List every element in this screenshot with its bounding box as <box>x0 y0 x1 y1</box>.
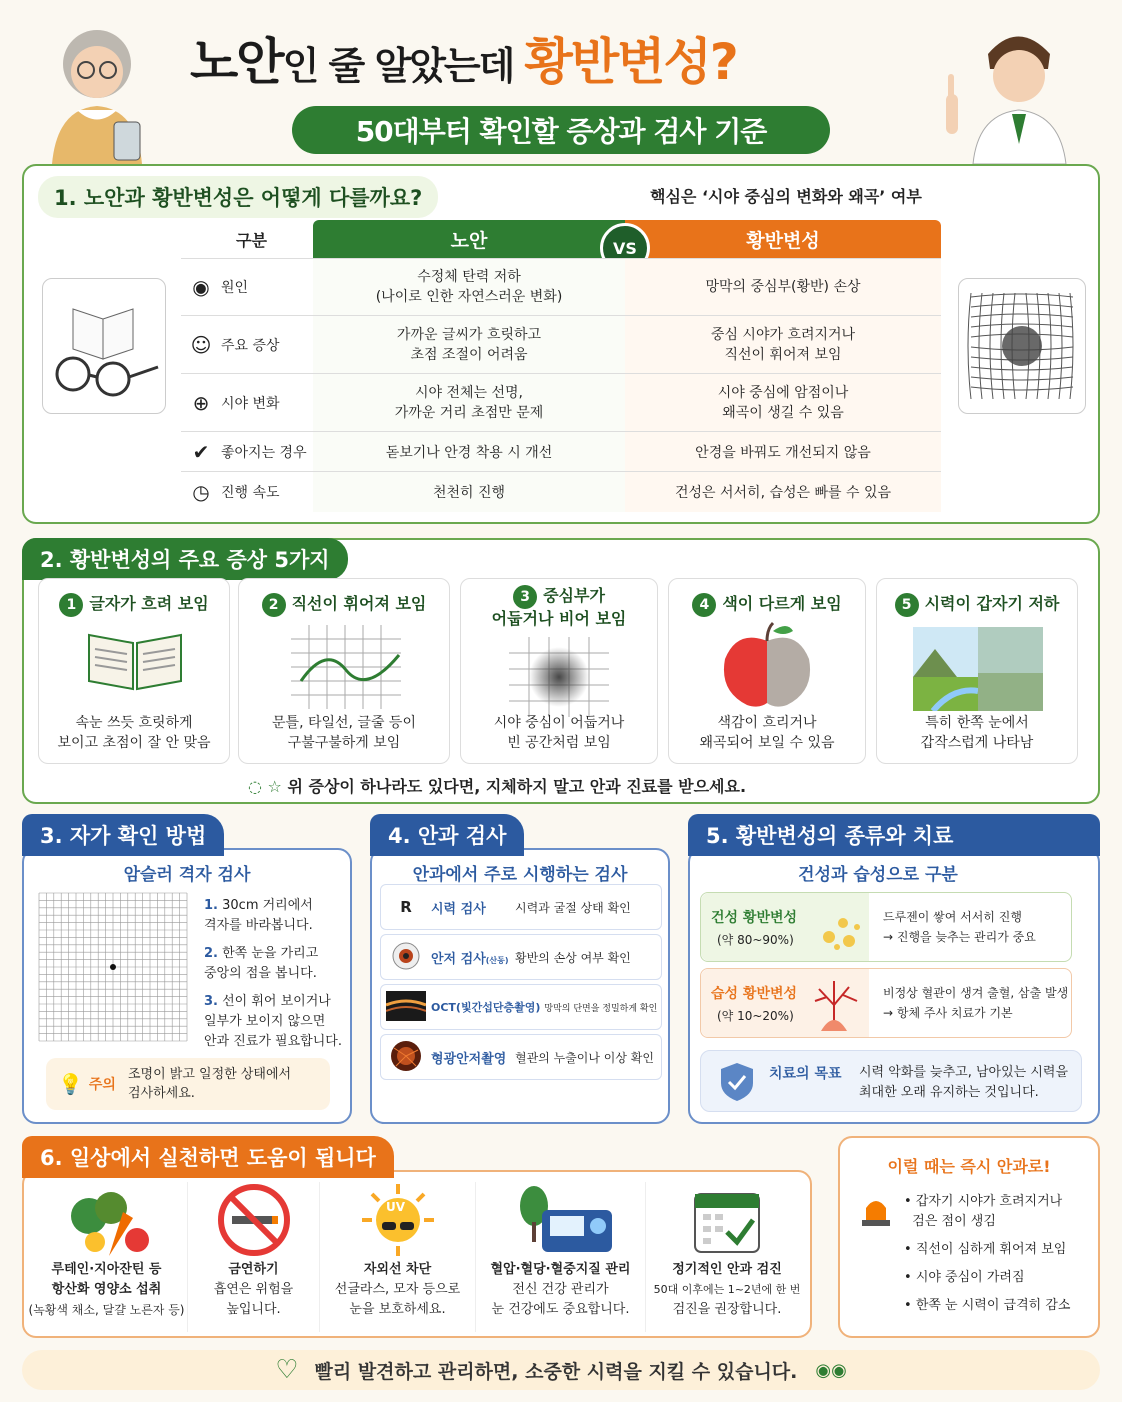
card-desc: 시야 중심이 어둡거나 <box>493 715 625 731</box>
col-presbyopia-header: 노안 <box>313 220 625 258</box>
siren-icon <box>860 1192 892 1230</box>
caution-text: 검사하세요. <box>127 1086 195 1101</box>
symptom-card <box>238 578 450 764</box>
habit-desc: 눈 건강에도 중요합니다. <box>491 1302 630 1317</box>
dry-amd-desc: 드루젠이 쌓여 서서히 진행 <box>883 910 1022 924</box>
vs-badge: VS <box>600 223 650 273</box>
drop-icon: ◌ <box>248 777 262 796</box>
uv-label: UV <box>386 1200 406 1214</box>
comparison-table <box>181 258 941 512</box>
section-3-title: 3. 자가 확인 방법 <box>22 814 224 856</box>
section-6-title: 6. 일상에서 실천하면 도움이 됩니다 <box>22 1136 394 1178</box>
urgent-item: 시야 중심이 가려짐 <box>915 1270 1025 1285</box>
goal-text: 시력 악화를 늦추고, 남아있는 시력을 <box>859 1065 1069 1080</box>
habit-title: 루테인·지아잔틴 등 <box>51 1262 162 1277</box>
habit-title: 금연하기 <box>228 1262 279 1277</box>
exam-desc: 시력과 굴절 상태 확인 <box>515 900 631 915</box>
urgent-item: 직선이 심하게 휘어져 보임 <box>915 1242 1067 1257</box>
comparison-row <box>181 258 941 316</box>
row-label: 시야 변화 <box>221 395 280 412</box>
card-title: 시력이 갑자기 저하 <box>924 594 1060 613</box>
exam-row <box>380 884 662 930</box>
habit-title: 자외선 차단 <box>363 1262 432 1277</box>
open-book-icon <box>85 627 185 697</box>
fundus-photo-icon <box>381 1040 431 1075</box>
dark-spot-grid-icon <box>509 637 609 721</box>
habit-desc: 검진을 권장합니다. <box>672 1302 782 1317</box>
exam-desc: 망막의 단면을 정밀하게 확인 <box>544 1003 658 1014</box>
shield-check-icon <box>719 1061 755 1107</box>
amsler-grid <box>38 892 188 1046</box>
habit-desc: (녹황색 채소, 달걀 노른자 등) <box>28 1303 185 1317</box>
cell-text: 수정체 탄력 저하 <box>417 269 521 285</box>
card-desc: 색감이 흐리거나 <box>717 715 817 731</box>
cell-text: 가까운 글씨가 흐릿하고 <box>396 326 542 343</box>
exam-row <box>380 1034 662 1080</box>
habit-desc: 항산화 영양소 섭취 <box>51 1282 162 1297</box>
section-1-title: 1. 노안과 황반변성은 어떻게 다를까요? <box>38 176 438 218</box>
section-2-title: 2. 황반변성의 주요 증상 5가지 <box>22 538 348 580</box>
num-badge: 2 <box>262 593 286 617</box>
habit-item <box>476 1182 646 1332</box>
self-check-subtitle: 암슬러 격자 검사 <box>123 865 251 885</box>
blood-pressure-icon <box>476 1182 645 1260</box>
exam-desc: 혈관의 누출이나 이상 확인 <box>515 1050 654 1065</box>
section-5-title: 5. 황반변성의 종류와 치료 <box>688 814 1100 856</box>
comparison-row <box>181 374 941 432</box>
symptom-card <box>876 578 1078 764</box>
book-glasses-illustration <box>42 278 166 414</box>
doctor-illustration <box>938 14 1098 164</box>
self-check-steps: 1. 30cm 거리에서 격자를 바라봅니다. 2. 한쪽 눈을 가리고 중앙의 점을 봅니다. 3. 선이 휘어 보이거나 일부가 보이지 않으면 안과 진료가 필요합니다. <box>204 898 342 1049</box>
cell-text: 안경을 바꿔도 개선되지 않음 <box>695 444 871 461</box>
num-badge: 5 <box>895 593 919 617</box>
card-title: 글자가 흐려 보임 <box>89 594 209 613</box>
wet-amd-card <box>700 968 1072 1038</box>
caution-label: 주의 <box>88 1077 116 1093</box>
exam-row <box>380 934 662 980</box>
urgent-box: 이럴 때는 즉시 안과로! • 갑자기 시야가 흐려지거나 검은 점이 생김 • 직선이 심하게 휘어져 보임 • 시야 중심이 가려짐 • 한쪽 눈 시력이 급격히 감소 <box>838 1136 1100 1338</box>
footer-banner <box>22 1350 1100 1390</box>
habit-desc: 선글라스, 모자 등으로 <box>334 1282 461 1297</box>
col-amd-header: 황반변성 <box>625 220 941 258</box>
habit-desc: 높입니다. <box>226 1302 281 1317</box>
vegetables-icon <box>26 1182 187 1260</box>
notice-text: 위 증상이 하나라도 있다면, 지체하지 말고 안과 진료를 받으세요. <box>287 777 747 796</box>
wet-amd-desc: 비정상 혈관이 생겨 출혈, 삼출 발생 <box>883 986 1069 1000</box>
row-label: 진행 속도 <box>221 485 280 501</box>
cell-text: 왜곡이 생길 수 있음 <box>722 404 844 421</box>
dry-amd-desc: → 진행을 늦추는 관리가 중요 <box>883 930 1036 944</box>
wet-amd-desc: → 항체 주사 치료가 기본 <box>883 1006 1013 1020</box>
no-smoking-icon <box>188 1182 319 1260</box>
habit-desc: 눈을 보호하세요. <box>349 1302 446 1317</box>
section-4-title: 4. 안과 검사 <box>370 814 524 856</box>
cell-text: 직선이 휘어져 보임 <box>724 346 842 363</box>
eyeball-icon <box>381 941 431 974</box>
landscape-icon <box>913 627 1043 715</box>
dry-amd-card <box>700 892 1072 962</box>
caution-box <box>46 1058 330 1110</box>
eye-icon: ◉ <box>192 275 210 299</box>
wavy-grid-icon <box>291 625 401 713</box>
eye-chart-icon: R <box>400 898 412 916</box>
card-desc: 문틀, 타일선, 글줄 등이 <box>272 715 416 731</box>
cell-text: 가까운 거리 초점만 문제 <box>394 404 544 421</box>
exam-name: OCT(빛간섭단층촬영) <box>431 1001 541 1014</box>
urgent-title: 이럴 때는 즉시 안과로! <box>887 1157 1051 1176</box>
card-title: 중심부가 <box>543 586 605 605</box>
card-desc: 구불구불하게 보임 <box>287 735 401 751</box>
habit-desc: 흡연은 위험을 <box>213 1282 294 1297</box>
card-desc: 빈 공간처럼 보임 <box>507 735 611 751</box>
cell-text: 중심 시야가 흐려지거나 <box>710 326 856 343</box>
caution-text: 조명이 밝고 일정한 상태에서 <box>127 1067 292 1082</box>
symptom-card <box>460 578 658 764</box>
row-label: 원인 <box>221 280 249 296</box>
card-title: 직선이 휘어져 보임 <box>291 594 427 613</box>
num-badge: 1 <box>59 593 83 617</box>
cell-text: (나이로 인한 자연스러운 변화) <box>375 289 563 305</box>
col-head-label: 구분 <box>236 231 267 250</box>
oct-scan-icon <box>381 991 431 1024</box>
page-subtitle: 50대부터 확인할 증상과 검사 기준 <box>292 106 830 154</box>
habit-item <box>188 1182 320 1332</box>
card-title: 어둡거나 비어 보임 <box>491 609 627 628</box>
drusen-icon <box>819 903 865 957</box>
habit-desc: 전신 건강 관리가 <box>512 1282 609 1297</box>
goal-label: 치료의 목표 <box>769 1066 842 1082</box>
symptom-card <box>668 578 866 764</box>
habit-desc: 50대 이후에는 1~2년에 한 번 <box>653 1283 801 1296</box>
grandmother-illustration <box>22 14 172 164</box>
cell-text: 건성은 서서히, 습성은 빠를 수 있음 <box>674 485 892 501</box>
section-1-note: 핵심은 ‘시야 중심의 변화와 왜곡’ 여부 <box>650 187 922 206</box>
cell-text: 천천히 진행 <box>432 485 506 501</box>
num-badge: 3 <box>513 585 537 609</box>
person-icon: ☺ <box>190 332 212 357</box>
star-icon: ☆ <box>267 777 282 796</box>
card-desc: 특히 한쪽 눈에서 <box>925 715 1029 731</box>
card-desc: 갑작스럽게 나타남 <box>920 735 1034 751</box>
calendar-check-icon <box>646 1182 808 1260</box>
comparison-row <box>181 432 941 472</box>
exam-tag: (산동) <box>485 955 509 965</box>
row-label: 좋아지는 경우 <box>221 444 307 461</box>
dry-amd-pct: (약 80~90%) <box>717 933 794 947</box>
distorted-grid-illustration <box>958 278 1086 414</box>
types-subtitle: 건성과 습성으로 구분 <box>798 865 958 885</box>
cell-text: 시야 전체는 선명, <box>414 384 524 401</box>
card-desc: 왜곡되어 보일 수 있음 <box>699 735 835 751</box>
exam-name: 시력 검사 <box>431 901 486 917</box>
center-dot <box>110 964 116 970</box>
cell-text: 돋보기나 안경 착용 시 개선 <box>385 444 553 461</box>
num-badge: 4 <box>692 593 716 617</box>
habit-title: 정기적인 안과 검진 <box>672 1262 782 1277</box>
card-desc: 보이고 초점이 잘 안 맞음 <box>57 735 211 751</box>
wet-amd-pct: (약 10~20%) <box>717 1009 794 1023</box>
comparison-row <box>181 472 941 512</box>
crosshair-icon: ⊕ <box>192 390 210 415</box>
card-desc: 속눈 쓰듯 흐릿하게 <box>75 715 193 731</box>
cell-text: 초점 조절이 어려움 <box>410 346 528 363</box>
blood-vessel-icon <box>805 975 863 1037</box>
urgent-item: 갑자기 시야가 흐려지거나 <box>915 1194 1063 1209</box>
eyes-icon: ◉◉ <box>815 1359 847 1381</box>
apple-icon <box>717 621 817 711</box>
exam-name: 안저 검사 <box>431 951 486 967</box>
exam-desc: 황반의 손상 여부 확인 <box>515 950 631 965</box>
goal-text: 최대한 오래 유지하는 것입니다. <box>859 1085 1039 1100</box>
cell-text: 시야 중심에 암점이나 <box>717 384 849 401</box>
sun-uv-icon <box>320 1182 475 1260</box>
habit-title: 혈압·혈당·혈중지질 관리 <box>490 1262 631 1277</box>
habit-item <box>26 1182 188 1332</box>
urgent-item: 검은 점이 생김 <box>912 1214 996 1229</box>
card-title: 색이 다르게 보임 <box>722 594 842 613</box>
habit-item <box>320 1182 476 1332</box>
symptom-card <box>38 578 230 764</box>
dry-amd-name: 건성 황반변성 <box>711 910 798 926</box>
clock-icon: ◷ <box>192 480 210 504</box>
treatment-goal-box <box>700 1050 1082 1112</box>
footer-text: 빨리 발견하고 관리하면, 소중한 시력을 지킬 수 있습니다. <box>314 1360 798 1383</box>
lightbulb-icon: 💡 <box>58 1072 83 1096</box>
exams-subtitle: 안과에서 주로 시행하는 검사 <box>412 865 628 885</box>
habit-item <box>646 1182 808 1332</box>
comparison-row <box>181 316 941 374</box>
heart-icon: ♡ <box>275 1355 299 1385</box>
check-circle-icon: ✔ <box>192 439 210 464</box>
cell-text: 망막의 중심부(황반) 손상 <box>705 279 861 295</box>
exam-row <box>380 984 662 1030</box>
urgent-item: 한쪽 눈 시력이 급격히 감소 <box>915 1298 1071 1313</box>
page-title: 노안인 줄 알았는데 황반변성? <box>190 33 737 91</box>
symptom-notice <box>248 774 746 797</box>
exam-name: 형광안저촬영 <box>431 1051 507 1067</box>
row-label: 주요 증상 <box>221 337 280 354</box>
wet-amd-name: 습성 황반변성 <box>711 986 798 1002</box>
